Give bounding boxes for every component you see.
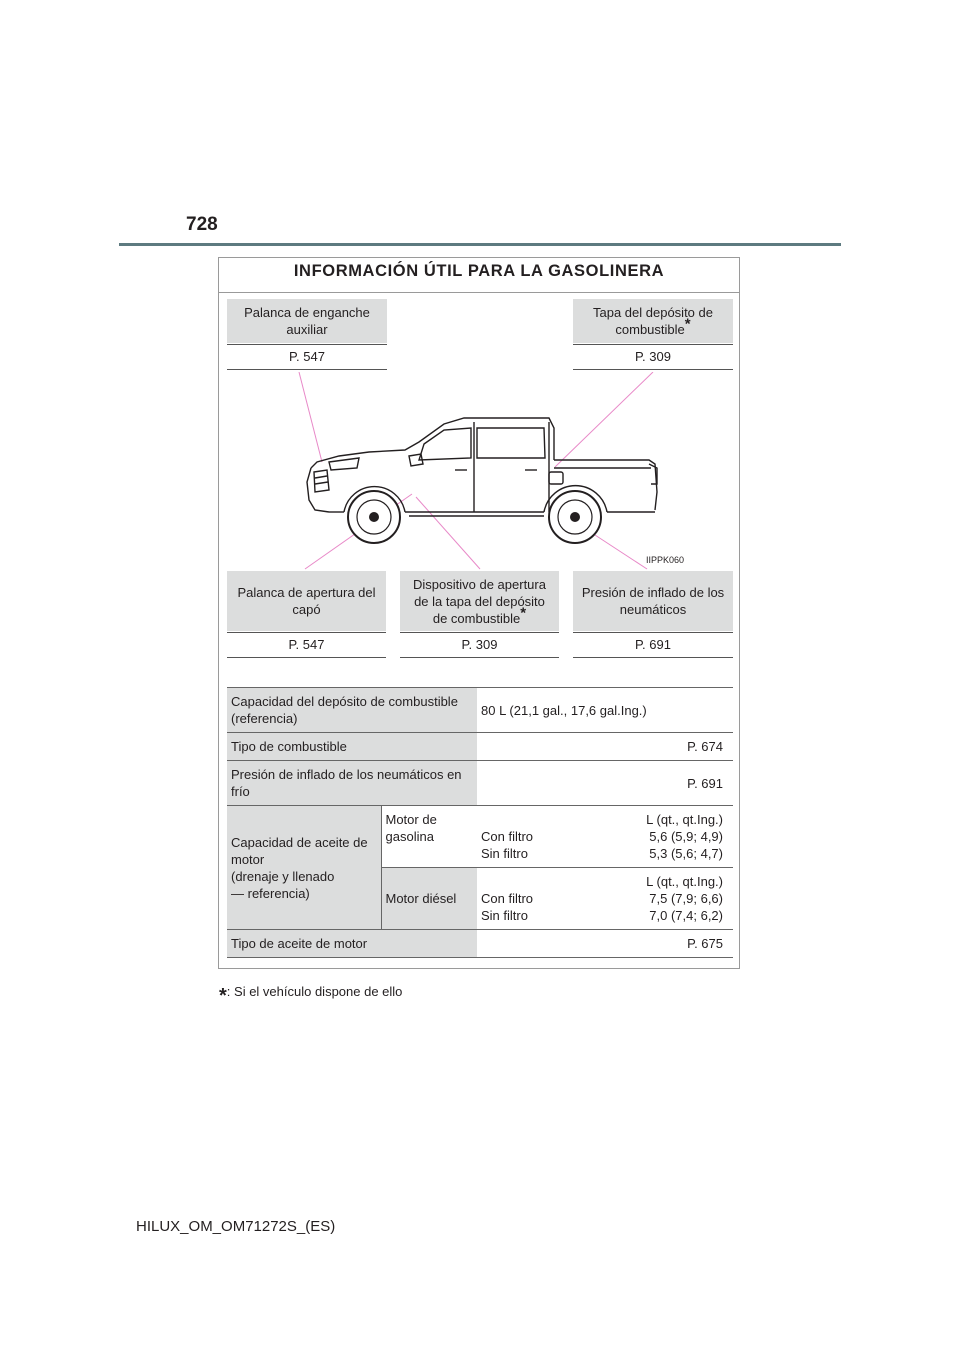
callout-page-ref[interactable]: P. 691 (573, 632, 733, 658)
asterisk: * (684, 315, 691, 333)
callout-tire-pressure (573, 571, 733, 658)
callout-hood-lever (227, 571, 386, 658)
asterisk: * (219, 985, 227, 1007)
table-row (227, 930, 733, 958)
row-label: Tipo de combustible (227, 733, 477, 761)
document-code: HILUX_OM_OM71272S_(ES) (136, 1218, 336, 1235)
box-title: INFORMACIÓN ÚTIL PARA LA GASOLINERA (293, 262, 665, 280)
row-label: Presión de inflado de los neumáticos en frío (227, 761, 477, 806)
oil-values-petrol: L (qt., qt.Ing.) Con filtro 5,6 (5,9; 4,9) Sin filtro 5,3 (5,6; 4,7) (477, 806, 733, 868)
row-value[interactable]: P. 675 (477, 930, 733, 958)
page-number: 728 (186, 214, 218, 235)
callout-page-ref[interactable]: P. 309 (573, 344, 733, 370)
engine-type-petrol: Motor de gasolina (381, 806, 477, 868)
callout-label: Dispositivo de apertura de la tapa del depósito de combustible* (400, 571, 559, 631)
callout-page-ref[interactable]: P. 547 (227, 632, 386, 658)
callout-label: Presión de inflado de los neumáticos (573, 571, 733, 631)
footnote: *: Si el vehículo dispone de ello (219, 984, 403, 1007)
table-row (227, 688, 733, 733)
oil-values-diesel: L (qt., qt.Ing.) Con filtro 7,5 (7,9; 6,6) Sin filtro 7,0 (7,4; 6,2) (477, 868, 733, 930)
callout-page-ref[interactable]: P. 309 (400, 632, 559, 658)
engine-type-diesel: Motor diésel (381, 868, 477, 930)
callout-fuel-cap (573, 299, 733, 370)
row-label: Capacidad de aceite de motor (drenaje y llenado — referencia) (227, 806, 381, 930)
table-row (227, 806, 733, 868)
table-row (227, 761, 733, 806)
pickup-truck-illustration (219, 372, 739, 572)
row-value: 80 L (21,1 gal., 17,6 gal.Ing.) (477, 688, 733, 733)
asterisk: * (520, 604, 527, 622)
table-row (227, 733, 733, 761)
callout-label: Palanca de enganche auxiliar (227, 299, 387, 343)
row-label: Capacidad del depósito de combustible (referencia) (227, 688, 477, 733)
header-rule (119, 243, 841, 246)
callout-label: Palanca de apertura del capó (227, 571, 386, 631)
spec-table (227, 687, 733, 958)
image-code: IIPPK060 (646, 555, 685, 565)
row-value[interactable]: P. 691 (477, 761, 733, 806)
callout-page-ref[interactable]: P. 547 (227, 344, 387, 370)
leader-lines (299, 372, 653, 569)
callout-label: Tapa del depósito de combustible* (573, 299, 733, 343)
callout-fuel-door-opener (400, 571, 559, 658)
callout-aux-hook (227, 299, 387, 370)
title-divider (219, 292, 739, 293)
row-label: Tipo de aceite de motor (227, 930, 477, 958)
row-value[interactable]: P. 674 (477, 733, 733, 761)
